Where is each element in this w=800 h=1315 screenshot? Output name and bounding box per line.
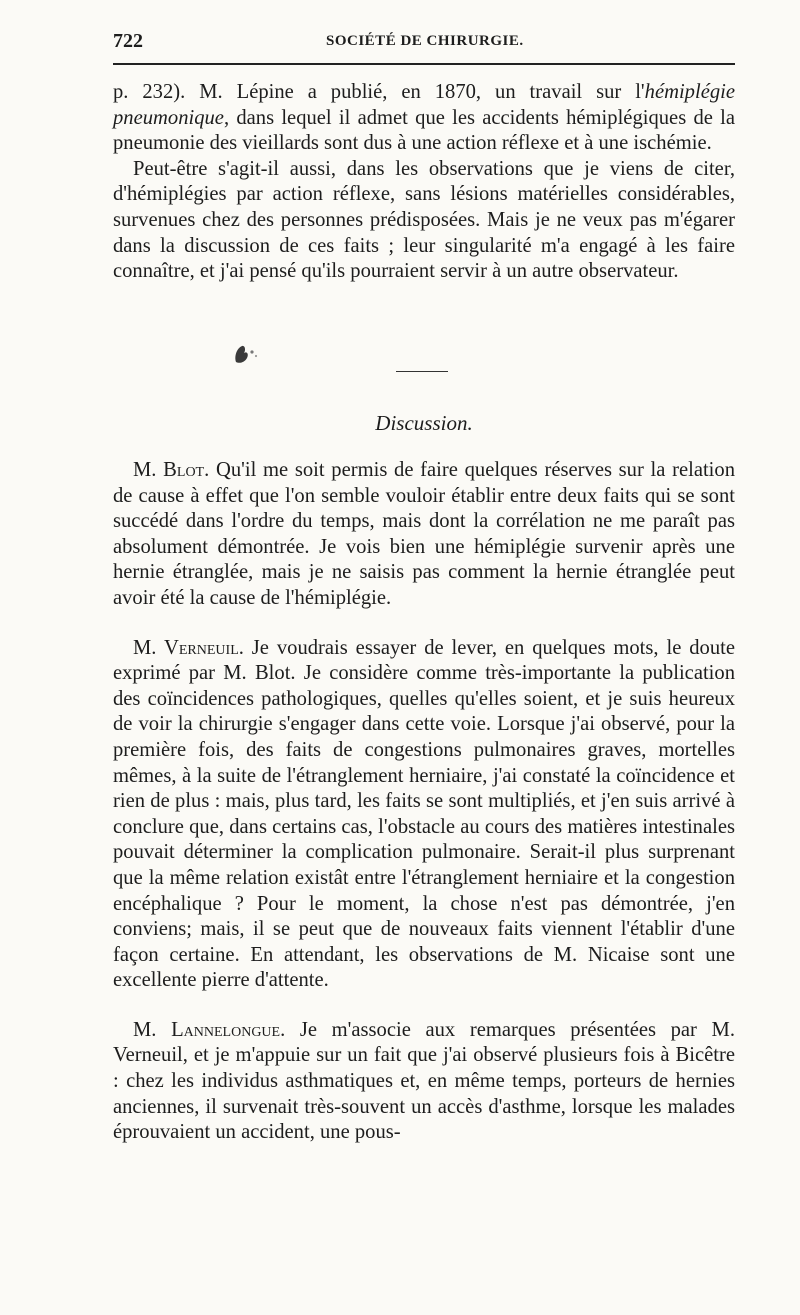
header-rule bbox=[113, 63, 735, 65]
intro-p1-italic: hémiplégie pneumonique bbox=[113, 81, 735, 129]
speaker-name: M. Blot. bbox=[133, 459, 210, 481]
intro-paragraph-2: Peut-être s'agit-il aussi, dans les observations que je viens de citer, d'hémiplégies par action réflexe, sans lésions matérielles considérables, survenues chez des personnes prédisposées. Mais je ne veux pas m'égarer dans la discussion de ces faits ; leur singularité m'a engagé à les faire connaître, et j'ai pensé qu'ils pourraient servir à un autre observateur. bbox=[113, 157, 735, 283]
intro-paragraph-1 bbox=[113, 80, 735, 157]
discussion-paragraph bbox=[113, 1018, 735, 1146]
discussion-section bbox=[113, 458, 735, 1170]
speech-text: Je voudrais essayer de lever, en quelques mots, le doute exprimé par M. Blot. Je considère comme très-importante la publication des coïncidences pathologiques, quelles qu'elles soient, et je suis heureux de voir la chirurgie s'engager dans cette voie. Lorsque j'ai observé, pour la première fois, des faits de congestions pulmonaires graves, mortelles mêmes, à la suite de l'étranglement herniaire, j'ai constaté la coïncidence et rien de plus : mais, plus tard, les faits se sont multipliés, et j'en suis arrivé à conclure que, dans certains cas, l'obstacle au cours des matières intestinales pouvait déterminer la complication pulmonaire. Serait-il plus surprenant que la même relation existât entre l'étranglement herniaire et la congestion encéphalique ? Pour le moment, la chose n'est pas démontrée, j'en conviens; mais, il se peut que de nouveaux faits viennent l'établir d'une façon certaine. En attendant, les observations de M. Nicaise sont une excellente pierre d'attente. bbox=[113, 636, 735, 992]
speech-text: Qu'il me soit permis de faire quelques réserves sur la relation de cause à effet que l'on semble vouloir établir entre deux faits qui se sont succédé dans l'ordre du temps, mais dont la corrélation ne me paraît pas absolument démontrée. Je vois bien une hémiplégie survenir après une hernie étranglée, mais je ne saisis pas comment la hernie étranglée peut avoir été la cause de l'hémiplégie. bbox=[113, 459, 735, 609]
intro-text bbox=[113, 80, 735, 285]
speaker-name: M. Verneuil. bbox=[133, 636, 244, 659]
separator-rule bbox=[396, 371, 448, 372]
running-title: SOCIÉTÉ DE CHIRURGIE. bbox=[326, 33, 524, 49]
intro-p1-text-end: , dans lequel il admet que les accidents hémiplégiques de la pneumonie des vieillards sont dus à une action réflexe et à une ischémie. bbox=[113, 106, 735, 155]
discussion-paragraph bbox=[113, 636, 735, 994]
speaker-name: M. Lannelongue. bbox=[133, 1018, 286, 1041]
section-heading: Discussion. bbox=[375, 411, 473, 435]
page-header bbox=[113, 30, 733, 56]
page-number: 722 bbox=[113, 30, 143, 52]
intro-p1-text: p. 232). M. Lépine a publié, en 1870, un travail sur l' bbox=[113, 81, 645, 103]
speech-text: Je m'associe aux remarques présentées par M. Verneuil, et je m'appuie sur un fait que j'ai observé plusieurs fois à Bicêtre : chez les individus asthmatiques et, en même temps, porteurs de hernies anciennes, il survenait très-souvent un accès d'asthme, lorsque les malades éprouvaient un accident, une pous- bbox=[113, 1018, 735, 1144]
discussion-paragraph bbox=[113, 458, 735, 612]
ink-smudge-mark bbox=[232, 342, 262, 366]
